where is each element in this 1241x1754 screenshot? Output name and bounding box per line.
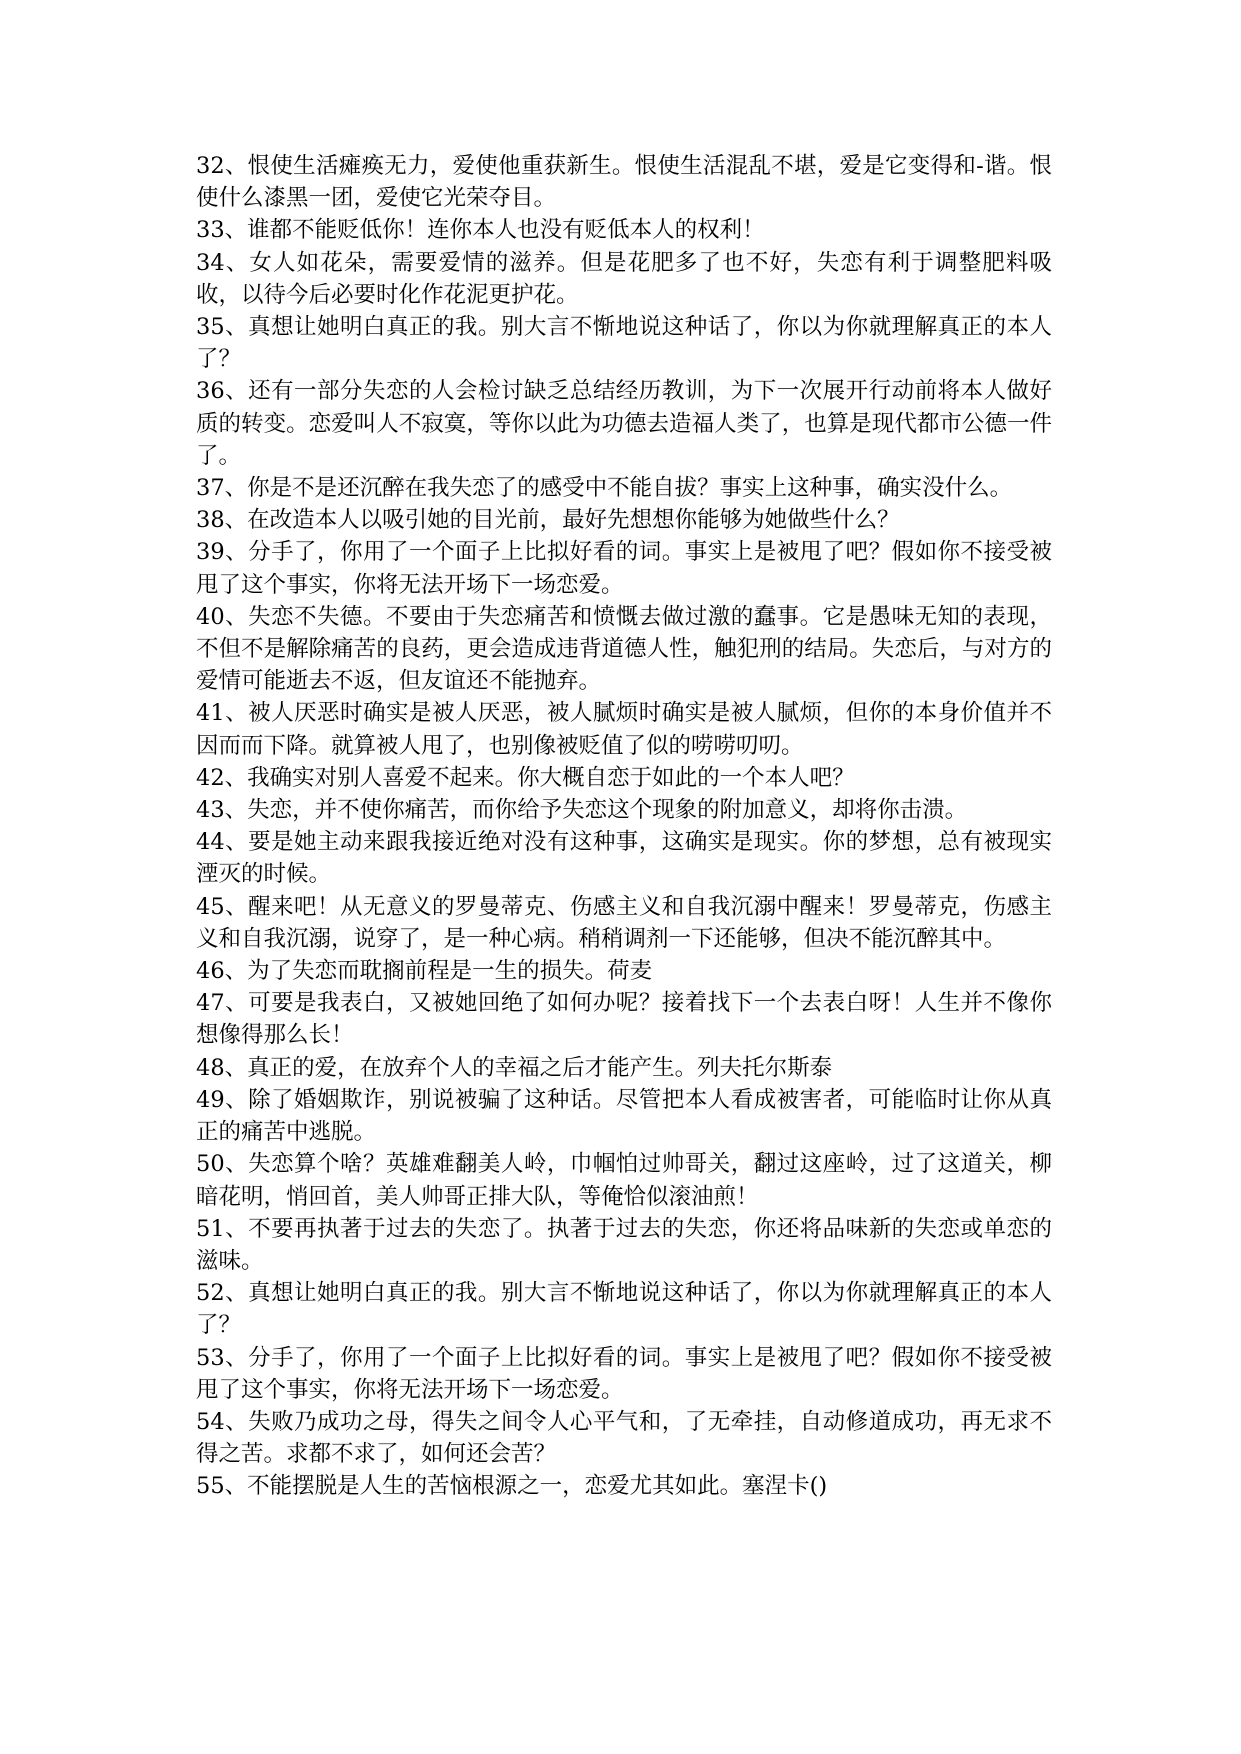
paragraph-51: 51、不要再执著于过去的失恋了。执著于过去的失恋，你还将品味新的失恋或单恋的滋味。 bbox=[196, 1215, 1052, 1274]
paragraph-54: 54、失败乃成功之母，得失之间令人心平气和，了无牵挂，自动修道成功，再无求不得之苦。求都不求了，如何还会苦？ bbox=[196, 1408, 1052, 1468]
paragraph-38: 38、在改造本人以吸引她的目光前，最好先想想你能够为她做些什么？ bbox=[196, 507, 900, 534]
paragraph-36: 36、还有一部分失恋的人会检讨缺乏总结经历教训，为下一次展开行动前将本人做好质的转变。恋爱叫人不寂寞，等你以此为功德去造福人类了，也算是现代都市公德一件了。 bbox=[196, 378, 1052, 469]
paragraph-55: 55、不能摆脱是人生的苦恼根源之一，恋爱尤其如此。塞涅卡() bbox=[196, 1473, 828, 1500]
paragraph-43: 43、失恋，并不使你痛苦，而你给予失恋这个现象的附加意义，却将你击溃。 bbox=[196, 797, 968, 824]
paragraph-32: 32、恨使生活瘫痪无力，爱使他重获新生。恨使生活混乱不堪，爱是它变得和-谐。恨使什么漆黑一团，爱使它光荣夺目。 bbox=[196, 153, 1052, 212]
paragraph-45: 45、醒来吧！从无意义的罗曼蒂克、伤感主义和自我沉溺中醒来！罗曼蒂克，伤感主义和自我沉溺，说穿了，是一种心病。稍稍调剂一下还能够，但决不能沉醉其中。 bbox=[196, 893, 1052, 952]
paragraph-46: 46、为了失恋而耽搁前程是一生的损失。荷麦 bbox=[196, 958, 653, 985]
paragraph-53: 53、分手了，你用了一个面子上比拟好看的词。事实上是被甩了吧？假如你不接受被甩了这个事实，你将无法开场下一场恋爱。 bbox=[196, 1344, 1052, 1403]
paragraph-49: 49、除了婚姻欺诈，别说被骗了这种话。尽管把本人看成被害者，可能临时让你从真正的痛苦中逃脱。 bbox=[196, 1086, 1052, 1146]
paragraph-44: 44、要是她主动来跟我接近绝对没有这种事，这确实是现实。你的梦想，总有被现实湮灭的时候。 bbox=[196, 829, 1052, 888]
paragraph-41: 41、被人厌恶时确实是被人厌恶，被人腻烦时确实是被人腻烦，但你的本身价值并不因而而下降。就算被人甩了，也别像被贬值了似的唠唠叨叨。 bbox=[196, 700, 1052, 759]
paragraph-35: 35、真想让她明白真正的我。别大言不惭地说这种话了，你以为你就理解真正的本人了？ bbox=[196, 314, 1052, 373]
paragraph-33: 33、谁都不能贬低你！连你本人也没有贬低本人的权利！ bbox=[196, 217, 765, 244]
paragraph-47: 47、可要是我表白，又被她回绝了如何办呢？接着找下一个去表白呀！人生并不像你想像得那么长！ bbox=[196, 990, 1052, 1049]
paragraph-34: 34、女人如花朵，需要爱情的滋养。但是花肥多了也不好，失恋有利于调整肥料吸收，以待今后必要时化作花泥更护花。 bbox=[196, 249, 1052, 308]
paragraph-40: 40、失恋不失德。不要由于失恋痛苦和愤慨去做过激的蠢事。它是愚味无知的表现，不但不是解除痛苦的良药，更会造成违背道德人性，触犯刑的结局。失恋后，与对方的爱情可能逝去不返，但友谊还不能抛弃。 bbox=[196, 603, 1052, 695]
paragraph-48: 48、真正的爱，在放弃个人的幸福之后才能产生。列夫托尔斯泰 bbox=[196, 1054, 833, 1081]
document-body bbox=[196, 150, 1052, 1503]
paragraph-42: 42、我确实对别人喜爱不起来。你大概自恋于如此的一个本人吧？ bbox=[196, 764, 855, 791]
paragraph-37: 37、你是不是还沉醉在我失恋了的感受中不能自拔？事实上这种事，确实没什么。 bbox=[196, 475, 1013, 502]
paragraph-52: 52、真想让她明白真正的我。别大言不惭地说这种话了，你以为你就理解真正的本人了？ bbox=[196, 1280, 1052, 1339]
paragraph-39: 39、分手了，你用了一个面子上比拟好看的词。事实上是被甩了吧？假如你不接受被甩了这个事实，你将无法开场下一场恋爱。 bbox=[196, 539, 1052, 598]
paragraph-50: 50、失恋算个啥？英雄难翻美人岭，巾帼怕过帅哥关，翻过这座岭，过了这道关，柳暗花明，悄回首，美人帅哥正排大队，等俺恰似滚油煎！ bbox=[196, 1151, 1052, 1210]
